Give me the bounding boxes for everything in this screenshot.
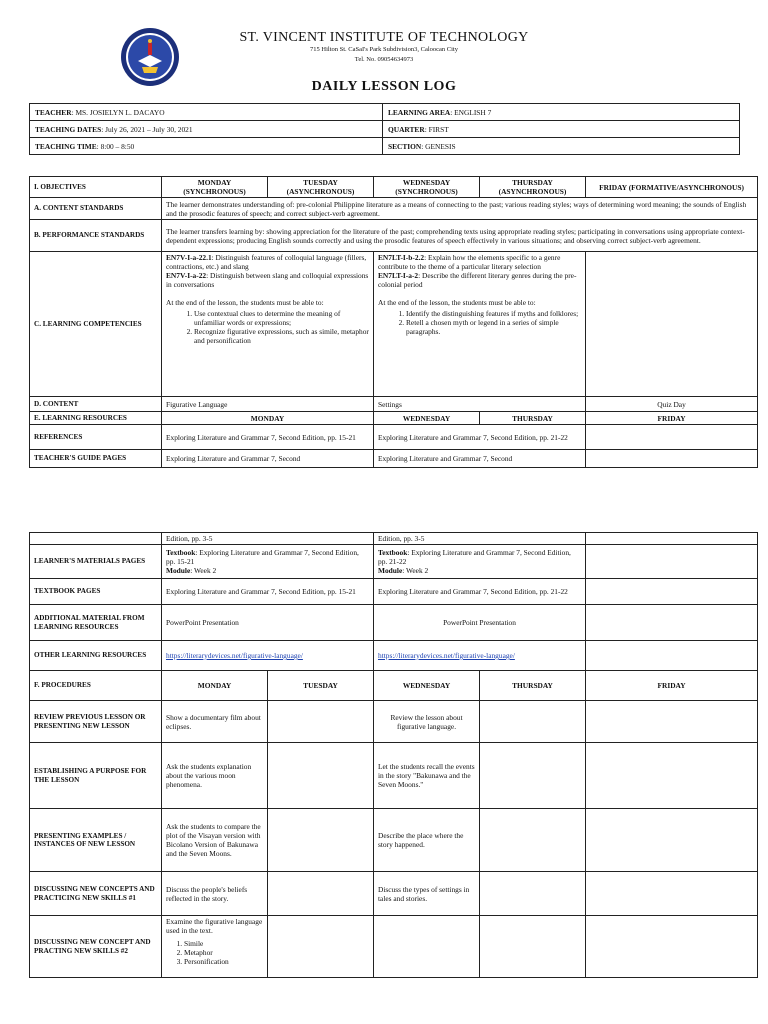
additional-material-label: ADDITIONAL MATERIAL FROM LEARNING RESOURCES — [30, 605, 162, 641]
day-header-thursday: THURSDAY — [480, 412, 586, 425]
day-header-monday: MONDAY — [162, 671, 268, 701]
other-resources-label: OTHER LEARNING RESOURCES — [30, 641, 162, 671]
objectives-list-wednesday — [378, 309, 581, 336]
figurative-language-list — [166, 939, 263, 966]
textbook-label: Textbook — [166, 548, 196, 557]
examples-monday: Ask the students to compare the plot of the Visayan version with Bicolano Version of Bakunawa and the Seven Moons. — [162, 809, 268, 872]
day-header-monday: MONDAY — [162, 412, 374, 425]
list-item: 2. Retell a chosen myth or legend in a series of simple paragraphs. — [406, 318, 581, 336]
learning-area-value: : ENGLISH 7 — [450, 107, 492, 117]
learners-materials-wednesday — [374, 545, 586, 579]
review-row — [30, 701, 758, 743]
content-standards-label: A. CONTENT STANDARDS — [30, 198, 162, 220]
document-title: DAILY LESSON LOG — [311, 79, 457, 94]
day-header-friday: FRIDAY — [586, 671, 758, 701]
examples-row — [30, 809, 758, 872]
module-line — [378, 566, 581, 575]
teachers-guide-friday — [586, 450, 758, 468]
info-row — [30, 138, 740, 155]
textbook-pages-friday — [586, 579, 758, 605]
examples-friday — [586, 809, 758, 872]
teacher-label: TEACHER — [35, 107, 72, 117]
review-monday: Show a documentary film about eclipses. — [162, 701, 268, 743]
examples-tuesday — [268, 809, 374, 872]
textbook-pages-label: TEXTBOOK PAGES — [30, 579, 162, 605]
purpose-wednesday: Let the students recall the events in the story "Bakunawa and the Seven Moons." — [374, 743, 480, 809]
list-item: 2. Metaphor — [184, 948, 263, 957]
figurative-language-link[interactable]: https://literarydevices.net/figurative-language/ — [166, 651, 303, 660]
day-header-thursday: THURSDAY (ASYNCHRONOUS) — [480, 177, 586, 198]
teachers-guide-continued-row — [30, 533, 758, 545]
teachers-guide-label-continued — [30, 533, 162, 545]
quarter-cell — [383, 121, 740, 138]
competency-text: : Distinguish between slang and colloquial expressions in conversations — [166, 271, 369, 289]
content-wednesday: Settings — [374, 397, 586, 412]
examples-thursday — [480, 809, 586, 872]
discussing-1-tuesday — [268, 872, 374, 916]
competency-text: : Distinguish features of colloquial language (fillers, contractions, etc.) and slang — [166, 253, 367, 271]
discussing-2-tuesday — [268, 916, 374, 978]
section-cell — [383, 138, 740, 155]
school-telephone: Tel. No. 09054634973 — [354, 56, 414, 63]
list-item: 3. Personification — [184, 957, 263, 966]
school-name: ST. VINCENT INSTITUTE OF TECHNOLOGY — [239, 30, 529, 45]
module-label: Module — [166, 566, 191, 575]
module-text: : Week 2 — [402, 566, 429, 575]
purpose-tuesday — [268, 743, 374, 809]
teachers-guide-monday: Exploring Literature and Grammar 7, Second — [162, 450, 374, 468]
figurative-language-link[interactable]: https://literarydevices.net/figurative-language/ — [378, 651, 515, 660]
textbook-pages-wednesday: Exploring Literature and Grammar 7, Second Edition, pp. 21-22 — [374, 579, 586, 605]
competency-code: EN7V-I-a-22.1 — [166, 253, 212, 262]
list-item: 1. Use contextual clues to determine the meaning of unfamiliar words or expressions; — [194, 309, 369, 327]
learners-materials-label: LEARNER'S MATERIALS PAGES — [30, 545, 162, 579]
quarter-label: QUARTER — [388, 124, 425, 134]
quarter-value: : FIRST — [424, 124, 449, 134]
teachers-guide-label: TEACHER'S GUIDE PAGES — [30, 450, 162, 468]
content-label: D. CONTENT — [30, 397, 162, 412]
textbook-line — [378, 548, 581, 566]
purpose-thursday — [480, 743, 586, 809]
discussing-2-label: DISCUSSING NEW CONCEPT AND PRACTING NEW SKILLS #2 — [30, 916, 162, 978]
purpose-friday — [586, 743, 758, 809]
references-monday: Exploring Literature and Grammar 7, Second Edition, pp. 15-21 — [162, 425, 374, 450]
day-header-thursday: THURSDAY — [480, 671, 586, 701]
review-tuesday — [268, 701, 374, 743]
teaching-dates-cell — [30, 121, 383, 138]
list-item: 1. Simile — [184, 939, 263, 948]
competencies-wednesday — [374, 252, 586, 397]
teacher-cell — [30, 104, 383, 121]
additional-material-friday — [586, 605, 758, 641]
learners-materials-monday — [162, 545, 374, 579]
teacher-info-table — [29, 103, 740, 155]
teachers-guide-row — [30, 450, 758, 468]
discussing-1-thursday — [480, 872, 586, 916]
day-header-friday: FRIDAY (FORMATIVE/ASYNCHRONOUS) — [586, 177, 758, 198]
examples-wednesday: Describe the place where the story happened. — [374, 809, 480, 872]
page-one — [0, 0, 768, 498]
discussing-2-wednesday — [374, 916, 480, 978]
performance-standards-text: The learner transfers learning by: showing appreciation for the literature of the past; comprehending texts using appropriate reading styles; participating in conversations using appropriate context-dependent expressions; producing English sounds correctly and using the prosodic features of speech effectively in various situations; and observing correct subject-verb agreement. — [162, 220, 758, 252]
teaching-time-cell — [30, 138, 383, 155]
review-thursday — [480, 701, 586, 743]
teachers-guide-wednesday-continued: Edition, pp. 3-5 — [374, 533, 586, 545]
discussing-1-monday: Discuss the people's beliefs reflected in the story. — [162, 872, 268, 916]
discussing-1-wednesday: Discuss the types of settings in tales and stories. — [374, 872, 480, 916]
teaching-dates-label: TEACHING DATES — [35, 124, 102, 134]
competency-text: : Explain how the elements specific to a genre contribute to the theme of a particular literary selection — [378, 253, 561, 271]
references-row — [30, 425, 758, 450]
other-resources-monday — [162, 641, 374, 671]
competency-mon-2 — [166, 271, 369, 289]
procedures-label: F. PROCEDURES — [30, 671, 162, 701]
learning-resources-header-row — [30, 412, 758, 425]
day-header-monday: MONDAY (SYNCHRONOUS) — [162, 177, 268, 198]
competency-code: EN7LT-I-b-2.2 — [378, 253, 425, 262]
procedures-header-row — [30, 671, 758, 701]
lesson-log-table — [29, 176, 758, 468]
purpose-label: ESTABLISHING A PURPOSE FOR THE LESSON — [30, 743, 162, 809]
discussing-2-friday — [586, 916, 758, 978]
competency-code: EN7LT-I-a-2 — [378, 271, 419, 280]
competency-intro: At the end of the lesson, the students must be able to: — [378, 298, 536, 307]
module-text: : Week 2 — [190, 566, 217, 575]
discussing-1-label: DISCUSSING NEW CONCEPTS AND PRACTICING NEW SKILLS #1 — [30, 872, 162, 916]
page-two — [0, 498, 768, 1024]
learning-area-cell — [383, 104, 740, 121]
purpose-row — [30, 743, 758, 809]
teaching-time-label: TEACHING TIME — [35, 141, 97, 151]
competency-code: EN7V-I-a-22 — [166, 271, 207, 280]
other-resources-row — [30, 641, 758, 671]
learners-materials-friday — [586, 545, 758, 579]
day-header-tuesday: TUESDAY (ASYNCHRONOUS) — [268, 177, 374, 198]
module-label: Module — [378, 566, 403, 575]
review-friday — [586, 701, 758, 743]
content-standards-row — [30, 198, 758, 220]
references-label: REFERENCES — [30, 425, 162, 450]
objectives-header-row — [30, 177, 758, 198]
lesson-log-table-continued — [29, 532, 758, 978]
textbook-label: Textbook — [378, 548, 408, 557]
discussing-1-friday — [586, 872, 758, 916]
textbook-pages-row — [30, 579, 758, 605]
content-standards-text: The learner demonstrates understanding of: pre-colonial Philippine literature as a means of connecting to the past; various reading styles; ways of determining word meaning; the sounds of English and the prosodic features of speech; and correct subject-verb agreement. — [162, 198, 758, 220]
list-item: 1. Identify the distinguishing features if myths and folklores; — [406, 309, 581, 318]
additional-material-row — [30, 605, 758, 641]
references-wednesday: Exploring Literature and Grammar 7, Second Edition, pp. 21-22 — [374, 425, 586, 450]
section-value: : GENESIS — [421, 141, 456, 151]
additional-material-wednesday: PowerPoint Presentation — [374, 605, 586, 641]
teaching-dates-value: : July 26, 2021 – July 30, 2021 — [101, 124, 193, 134]
other-resources-friday — [586, 641, 758, 671]
performance-standards-label: B. PERFORMANCE STANDARDS — [30, 220, 162, 252]
day-header-wednesday: WEDNESDAY — [374, 671, 480, 701]
content-monday: Figurative Language — [162, 397, 374, 412]
review-wednesday: Review the lesson about figurative language. — [374, 701, 480, 743]
info-row — [30, 104, 740, 121]
content-row — [30, 397, 758, 412]
module-line — [166, 566, 369, 575]
other-resources-wednesday — [374, 641, 586, 671]
textbook-pages-monday: Exploring Literature and Grammar 7, Second Edition, pp. 15-21 — [162, 579, 374, 605]
textbook-text: : Exploring Literature and Grammar 7, Second Edition, pp. 15-21 — [166, 548, 359, 566]
competency-wed-1 — [378, 253, 581, 271]
teacher-value: : MS. JOSIELYN L. DACAYO — [71, 107, 165, 117]
textbook-text: : Exploring Literature and Grammar 7, Second Edition, pp. 21-22 — [378, 548, 571, 566]
day-header-tuesday: TUESDAY — [268, 671, 374, 701]
learning-resources-label: E. LEARNING RESOURCES — [30, 412, 162, 425]
competency-text: : Describe the different literary genres during the pre-colonial period — [378, 271, 577, 289]
learning-competencies-label: C. LEARNING COMPETENCIES — [30, 252, 162, 397]
content-friday: Quiz Day — [586, 397, 758, 412]
discussing-2-monday — [162, 916, 268, 978]
additional-material-monday: PowerPoint Presentation — [162, 605, 374, 641]
objectives-list-monday — [166, 309, 369, 345]
discussing-2-text: Examine the figurative language used in the text. — [166, 917, 263, 935]
learning-competencies-row — [30, 252, 758, 397]
performance-standards-row — [30, 220, 758, 252]
teachers-guide-friday-continued — [586, 533, 758, 545]
objectives-label: I. OBJECTIVES — [30, 177, 162, 198]
competency-wed-2 — [378, 271, 581, 289]
textbook-line — [166, 548, 369, 566]
day-header-friday: FRIDAY — [586, 412, 758, 425]
competencies-friday — [586, 252, 758, 397]
day-header-wednesday: WEDNESDAY (SYNCHRONOUS) — [374, 177, 480, 198]
learners-materials-row — [30, 545, 758, 579]
review-label: REVIEW PREVIOUS LESSON OR PRESENTING NEW LESSON — [30, 701, 162, 743]
learning-area-label: LEARNING AREA — [388, 107, 451, 117]
competencies-monday — [162, 252, 374, 397]
info-row — [30, 121, 740, 138]
school-address: 715 Hilton St. CaSaI's Park Subdivision3, Caloocan City — [310, 46, 458, 53]
discussing-1-row — [30, 872, 758, 916]
section-label: SECTION — [388, 141, 422, 151]
school-seal-icon — [120, 27, 180, 87]
examples-label: PRESENTING EXAMPLES / INSTANCES OF NEW LESSON — [30, 809, 162, 872]
list-item: 2. Recognize figurative expressions, such as simile, metaphor and personification — [194, 327, 369, 345]
teachers-guide-wednesday: Exploring Literature and Grammar 7, Second — [374, 450, 586, 468]
teachers-guide-monday-continued: Edition, pp. 3-5 — [162, 533, 374, 545]
purpose-monday: Ask the students explanation about the various moon phenomena. — [162, 743, 268, 809]
day-header-wednesday: WEDNESDAY — [374, 412, 480, 425]
teaching-time-value: : 8:00 – 8:50 — [96, 141, 135, 151]
references-friday — [586, 425, 758, 450]
discussing-2-thursday — [480, 916, 586, 978]
competency-intro: At the end of the lesson, the students must be able to: — [166, 298, 324, 307]
competency-mon-1 — [166, 253, 369, 271]
discussing-2-row — [30, 916, 758, 978]
